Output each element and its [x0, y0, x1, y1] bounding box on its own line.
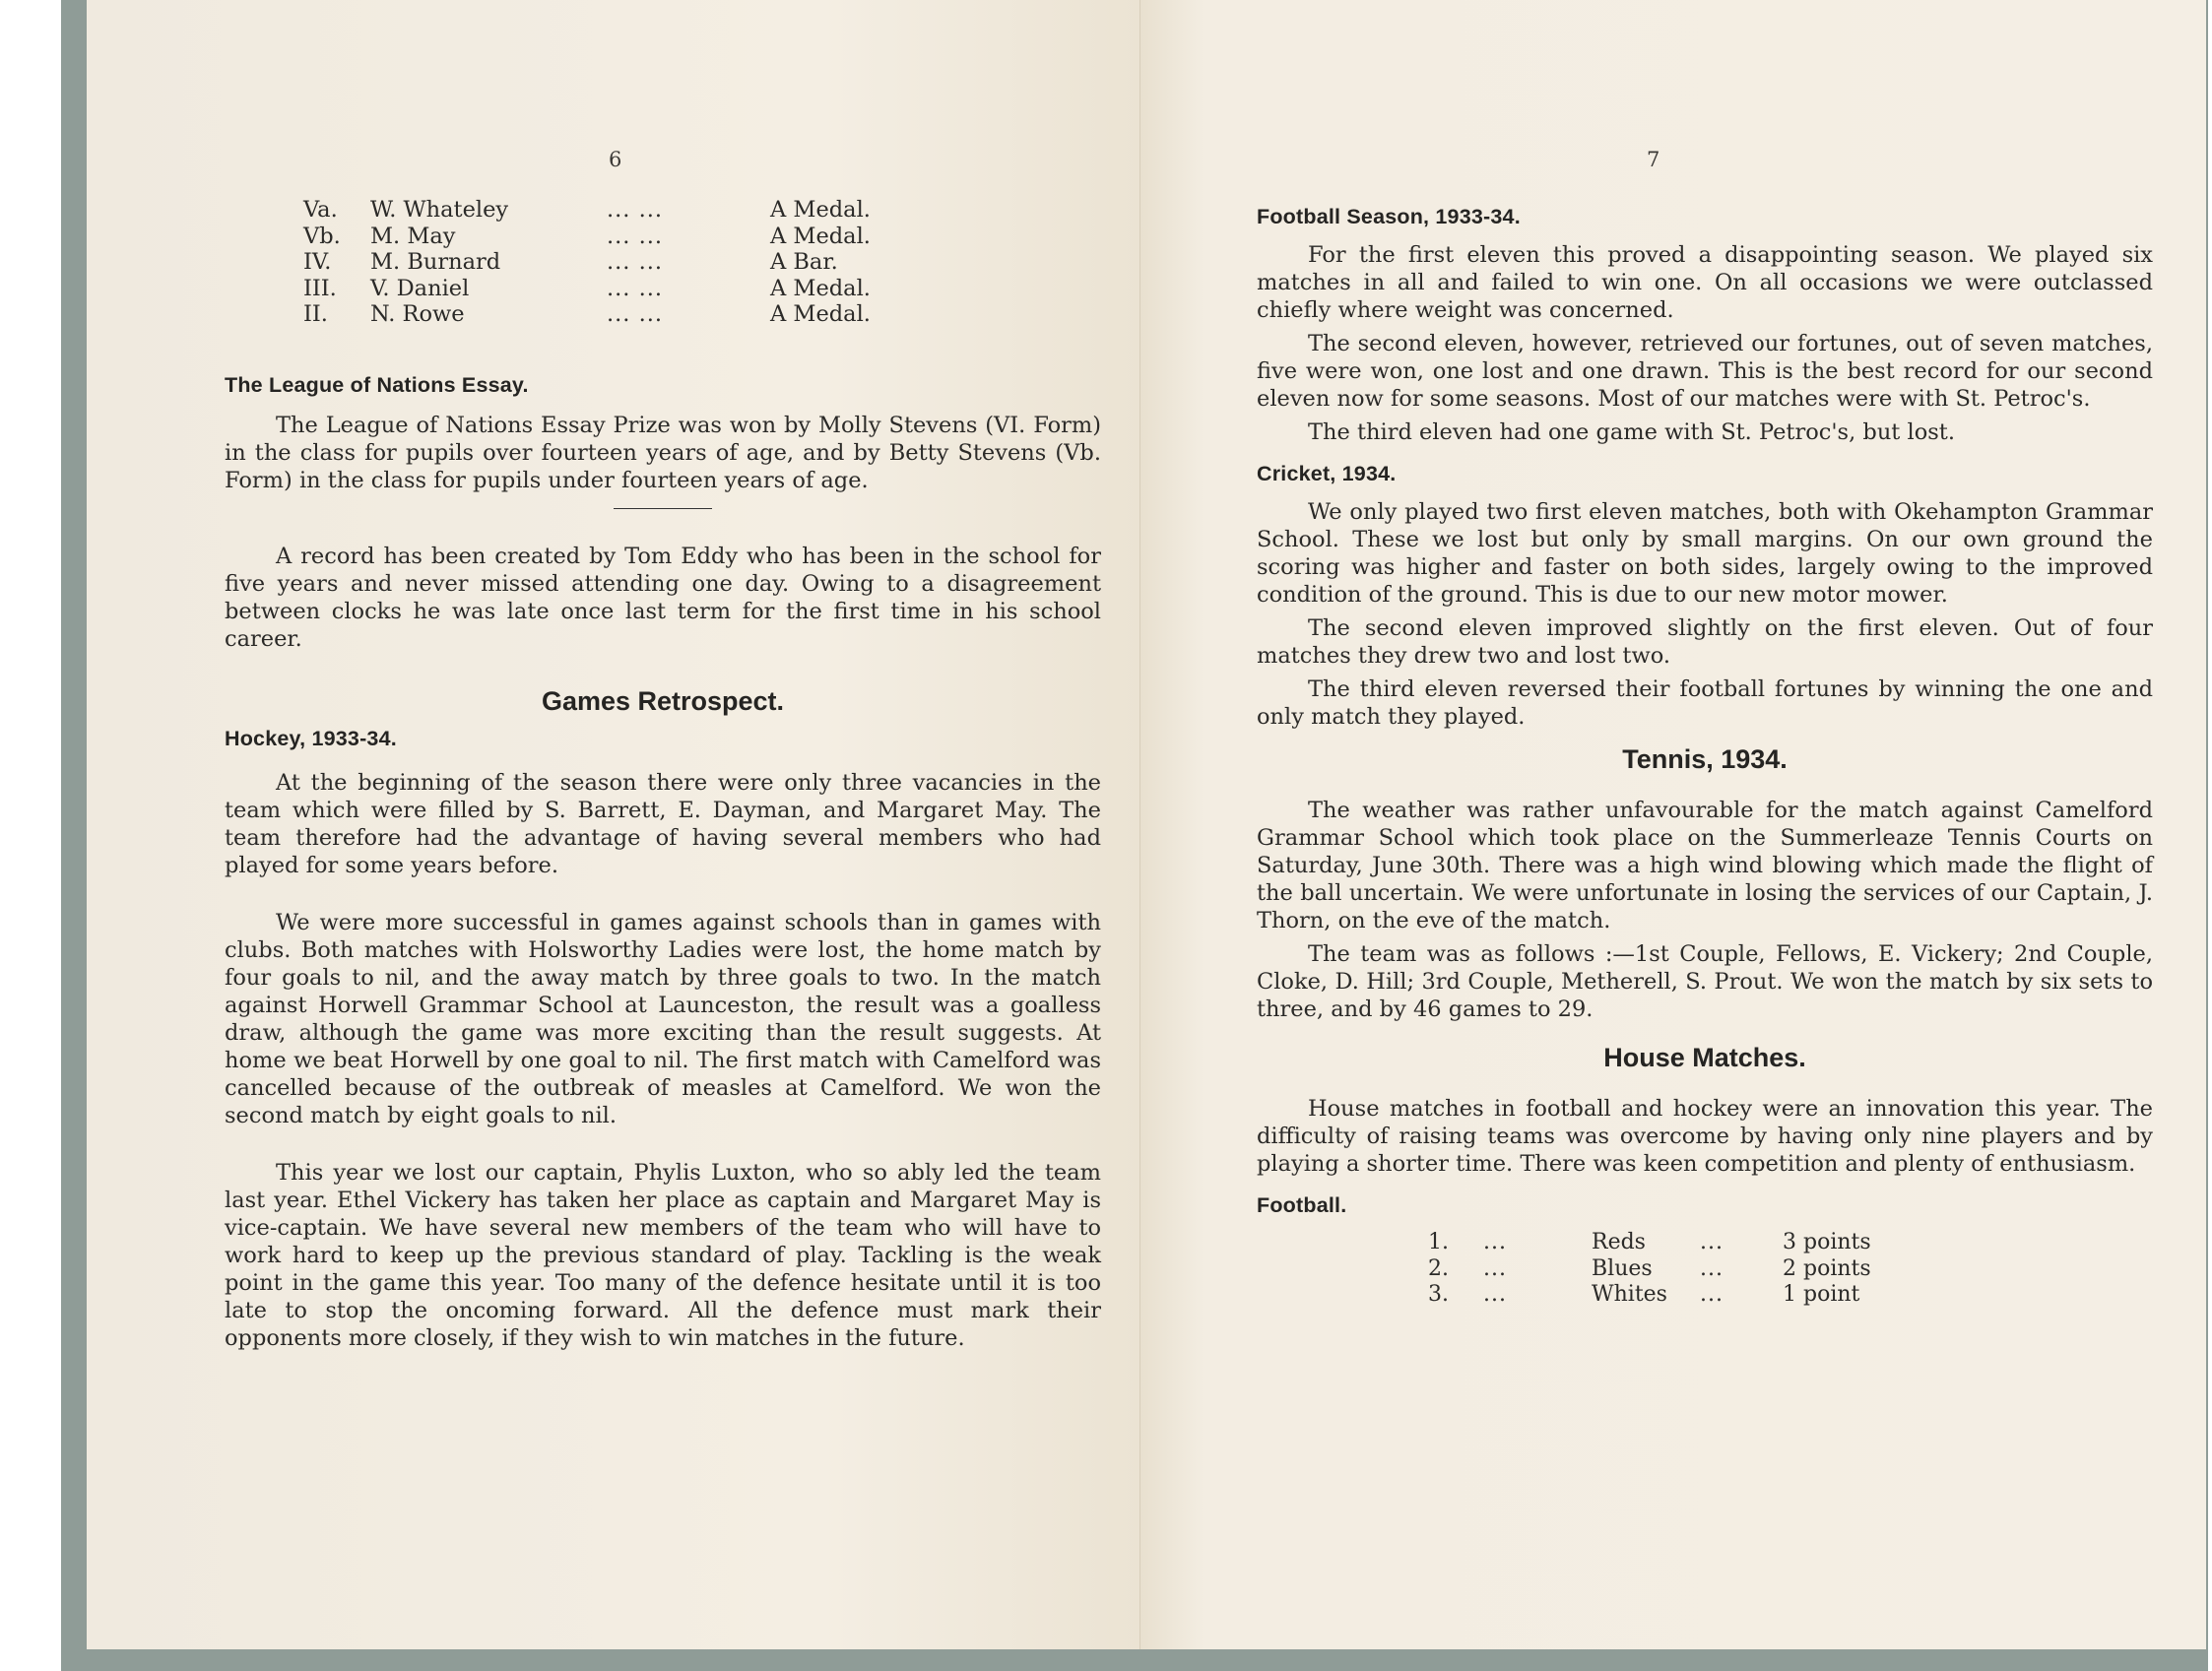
award-name: M. Burnard — [370, 249, 501, 275]
award-dots: ... ... — [607, 249, 664, 275]
result-dots: ... — [1700, 1282, 1724, 1307]
hockey-paragraph-3: This year we lost our captain, Phylis Luxton, who so ably led the team last year. Ethel Vickery has taken her place as captain and Margaret May is vice-captain. We have several new members of the team who will have to work hard to keep up the previous standard of play. Tackling is the weak point in the game this year. Too many of the defence hesitate until it is too late to stop the oncoming forward. All the defence must mark their opponents more closely, if they wish to win matches in the future. — [225, 1159, 1101, 1351]
award-name: N. Rowe — [370, 301, 465, 327]
cricket-paragraph-2: The second eleven improved slightly on the first eleven. Out of four matches they drew two and lost two. — [1257, 615, 2153, 669]
award-name: W. Whateley — [370, 197, 509, 223]
right-page — [1140, 0, 2206, 1649]
award-value: A Medal. — [770, 275, 871, 301]
result-house: Blues — [1592, 1255, 1653, 1281]
award-value: A Bar. — [770, 249, 838, 275]
hockey-paragraph-2: We were more successful in games against schools than in games with clubs. Both matches with Holsworthy Ladies were lost, the home match by four goals to nil, and the away match by three goals to two. In the match against Horwell Grammar School at Launceston, the result was a goalless draw, although the game was more exciting than the result suggests. At home we beat Horwell by one goal to nil. The first match with Camelford was cancelled because of the outbreak of measles at Camelford. We won the second match by eight goals to nil. — [225, 909, 1101, 1128]
football-season-heading: Football Season, 1933-34. — [1257, 205, 1521, 228]
result-dots: ... — [1700, 1230, 1724, 1254]
page-number: 6 — [609, 148, 622, 171]
result-dots: ... — [1483, 1282, 1507, 1307]
house-matches-paragraph: House matches in football and hockey were an innovation this year. The difficulty of raising teams was overcome by having only nine players and by playing a shorter time. There was keen competition and plenty of enthusiasm. — [1257, 1096, 2153, 1177]
award-dots: ... ... — [607, 223, 664, 249]
award-value: A Medal. — [770, 301, 871, 327]
list-item — [225, 197, 1101, 224]
left-page-content — [225, 197, 1101, 1352]
award-form: III. — [303, 275, 337, 301]
tennis-paragraph-2: The team was as follows :—1st Couple, Fellows, E. Vickery; 2nd Couple, Cloke, D. Hill; 3rd Couple, Metherell, S. Prout. We won the match by six sets to three, and by 46 games to 29. — [1257, 941, 2153, 1022]
result-dots: ... — [1483, 1230, 1507, 1254]
result-points: 3 points — [1783, 1230, 1871, 1254]
cricket-heading: Cricket, 1934. — [1257, 462, 1397, 485]
football-results-heading: Football. — [1257, 1193, 1347, 1217]
football-paragraph-1: For the first eleven this proved a disappointing season. We played six matches in all and failed to win one. On all occasions we were outclassed chiefly where weight was concerned. — [1257, 242, 2153, 323]
list-item — [1428, 1282, 2153, 1309]
games-retrospect-title: Games Retrospect. — [541, 685, 785, 716]
house-matches-title: House Matches. — [1603, 1043, 1806, 1072]
list-item — [1428, 1256, 2153, 1283]
award-dots: ... ... — [607, 275, 664, 301]
record-paragraph: A record has been created by Tom Eddy who has been in the school for five years and never missed attending one day. Owing to a disagreement between clocks he was late once last term for the first time in his school career. — [225, 543, 1101, 652]
award-form: Vb. — [303, 223, 341, 249]
list-item — [225, 276, 1101, 302]
result-points: 1 point — [1783, 1282, 1860, 1307]
cricket-paragraph-3: The third eleven reversed their football fortunes by winning the one and only match they played. — [1257, 676, 2153, 730]
left-page — [87, 0, 1140, 1649]
result-house: Whites — [1592, 1282, 1667, 1307]
hockey-paragraph-1: At the beginning of the season there were only three vacancies in the team which were filled by S. Barrett, E. Dayman, and Margaret May. The team therefore had the advantage of having several members who had played for some years before. — [225, 769, 1101, 878]
cricket-paragraph-1: We only played two first eleven matches, both with Okehampton Grammar School. These we lost but only by small margins. On our own ground the scoring was higher and faster on both sides, largely owing to the improved condition of the ground. This is due to our new motor mower. — [1257, 499, 2153, 608]
award-form: Va. — [303, 197, 338, 223]
result-position: 2. — [1428, 1255, 1449, 1281]
award-form: II. — [303, 301, 328, 327]
result-dots: ... — [1483, 1255, 1507, 1281]
list-item — [225, 249, 1101, 276]
page-number: 7 — [1647, 148, 1660, 171]
result-dots: ... — [1700, 1255, 1724, 1281]
right-page-content — [1257, 205, 2153, 1309]
league-paragraph: The League of Nations Essay Prize was won by Molly Stevens (VI. Form) in the class for pupils over fourteen years of age, and by Betty Stevens (Vb. Form) in the class for pupils under fourteen years of age. — [225, 412, 1101, 493]
award-value: A Medal. — [770, 223, 871, 249]
result-points: 2 points — [1783, 1255, 1871, 1281]
football-results-list — [1428, 1230, 2153, 1309]
award-name: M. May — [370, 223, 456, 249]
league-heading: The League of Nations Essay. — [225, 372, 529, 397]
list-item — [225, 301, 1101, 328]
football-paragraph-2: The second eleven, however, retrieved our fortunes, out of seven matches, five were won, one lost and one drawn. This is the best record for our second eleven now for some seasons. Most of our matches were with St. Petroc's. — [1257, 331, 2153, 412]
list-item — [225, 224, 1101, 250]
award-form: IV. — [303, 249, 332, 275]
result-house: Reds — [1592, 1230, 1646, 1254]
football-paragraph-3: The third eleven had one game with St. Petroc's, but lost. — [1308, 419, 1955, 445]
result-position: 3. — [1428, 1282, 1449, 1307]
award-value: A Medal. — [770, 197, 871, 223]
hockey-heading: Hockey, 1933-34. — [225, 726, 397, 750]
tennis-paragraph-1: The weather was rather unfavourable for the match against Camelford Grammar School which took place on the Summerleaze Tennis Courts on Saturday, June 30th. There was a high wind blowing which made the flight of the ball uncertain. We were unfortunate in losing the services of our Captain, J. Thorn, on the eve of the match. — [1257, 798, 2153, 933]
section-divider — [614, 508, 712, 509]
result-position: 1. — [1428, 1230, 1449, 1254]
award-dots: ... ... — [607, 197, 664, 223]
award-dots: ... ... — [607, 301, 664, 327]
award-name: V. Daniel — [370, 275, 470, 301]
tennis-title: Tennis, 1934. — [1622, 744, 1788, 774]
list-item — [1428, 1230, 2153, 1256]
awards-list — [225, 197, 1101, 328]
